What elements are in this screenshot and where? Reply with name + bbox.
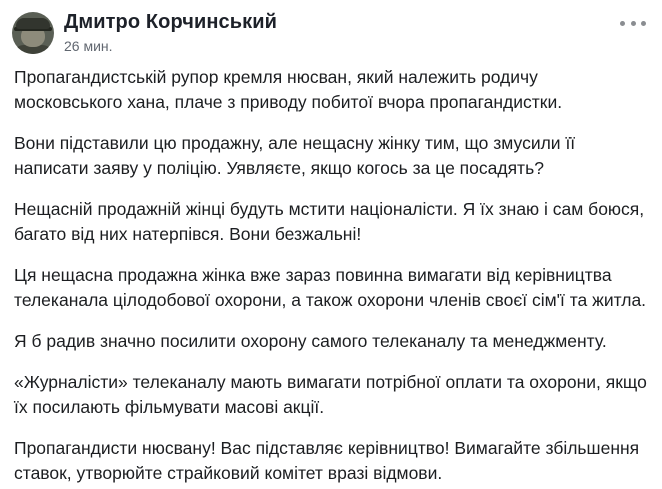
dot-1 — [620, 21, 625, 26]
avatar[interactable] — [12, 12, 54, 54]
dot-3 — [641, 21, 646, 26]
post-header-text — [64, 10, 277, 55]
post-paragraph: Я б радив значно посилити охорону самого телеканалу та менеджменту. — [14, 331, 607, 351]
post-body — [0, 59, 662, 486]
more-options-icon[interactable] — [620, 14, 646, 32]
dot-2 — [631, 21, 636, 26]
post-paragraph: Вони підставили цю продажну, але нещасну жінку тим, що змусили її написати заяву у поліцію. Уявляєте, якщо когось за це посадять? — [14, 133, 576, 178]
avatar-hat — [16, 18, 50, 29]
post-paragraph: Нещасній продажній жінці будуть мстити націоналісти. Я їх знаю і сам боюся, багато від них натерпівся. Вони безжальні! — [14, 199, 645, 244]
author-name[interactable]: Дмитро Корчинський — [64, 11, 278, 33]
post-timestamp[interactable]: 26 мин. — [64, 38, 113, 54]
post-paragraph: Пропагандисти нюсвану! Вас підставляє керівництво! Вимагайте збільшення ставок, утворюйте страйковий комітет вразі відмови. — [14, 438, 640, 483]
post-paragraph: «Журналісти» телеканалу мають вимагати потрібної оплати та охорони, якщо їх посилають фільмувати масові акції. — [14, 372, 647, 417]
post-paragraph: Пропагандистській рупор кремля нюсван, який належить родичу московського хана, плаче з приводу побитої вчора пропагандистки. — [14, 67, 563, 112]
post-paragraph: Ця нещасна продажна жінка вже зараз повинна вимагати від керівництва телеканала цілодобової охорони, а також охорони членів своєї сім'ї та житла. — [14, 265, 647, 310]
post-header — [0, 0, 662, 59]
